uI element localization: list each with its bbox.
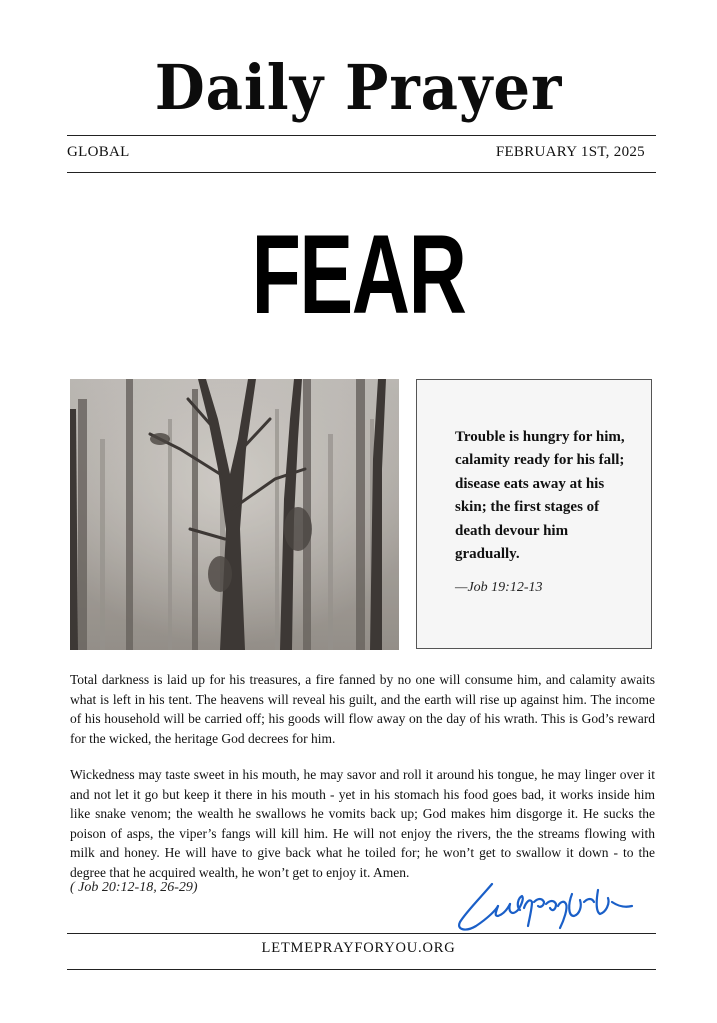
quote-box	[416, 379, 652, 649]
date-label: FEBRUARY 1ST, 2025	[495, 144, 645, 160]
quote-reference: —Job 19:12-13	[455, 580, 543, 595]
region-label: GLOBAL	[67, 144, 130, 160]
header-top-rule	[67, 135, 656, 136]
scripture-citation: ( Job 20:12-18, 26-29)	[70, 880, 198, 895]
website-link[interactable]: LETMEPRAYFORYOU.ORG	[261, 940, 456, 956]
footer-bottom-rule	[67, 969, 656, 970]
header-bottom-rule	[67, 172, 656, 173]
footer-top-rule	[67, 933, 656, 934]
masthead-title: Daily Prayer	[154, 51, 563, 124]
body-paragraph-1: Total darkness is laid up for his treasures, a fire fanned by no one will consume him, and calamity awaits what is left in his tent. The heavens will reveal his guilt, and the earth will rise up against him. The income of his household will be carried off; his goods will flow away on the day of his wrath. This is God’s reward for the wicked, the heritage God decrees for him.	[70, 672, 655, 746]
body-paragraph-2: Wickedness may taste sweet in his mouth, he may savor and roll it around his tongue, he may linger over it and not let it go but keep it there in his mouth - yet in his stomach his food goes bad, it works inside him like snake venom; the wealth he swallows he vomits back up; God makes him disgorge it. He sucks the poison of asps, the viper’s fangs will kill him. He will not enjoy the rivers, the the streams flowing with milk and honey. He will have to give back what he toiled for; he won’t get to swallow it down - to the degree that he acquired wealth, he won’t get to enjoy it. Amen.	[70, 767, 655, 880]
headline: FEAR	[251, 212, 466, 337]
signature-mark	[452, 876, 634, 938]
quote-text: Trouble is hungry for him, calamity ready for his fall; disease eats away at his skin; the first stages of death devour him gradually.	[455, 429, 625, 563]
forest-photo	[70, 379, 399, 650]
